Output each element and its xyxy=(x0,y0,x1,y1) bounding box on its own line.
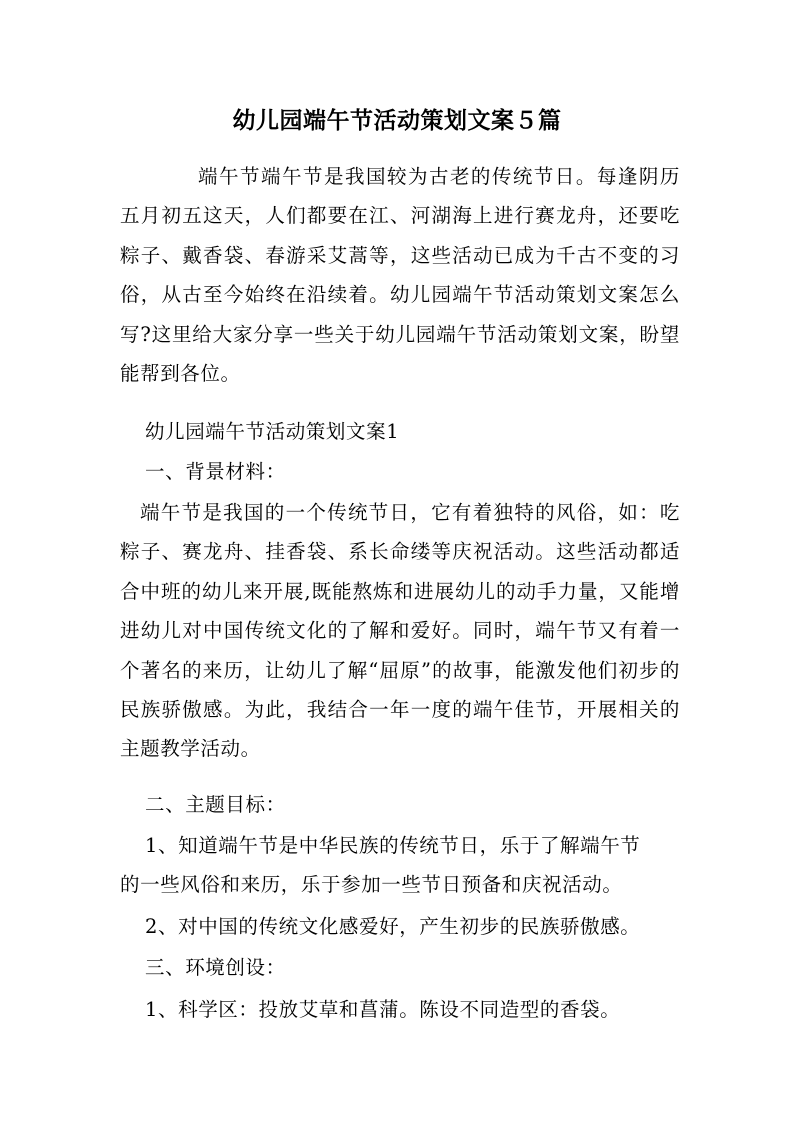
environment-item-1: 1、科学区：投放艾草和菖蒲。陈设不同造型的香袋。 xyxy=(145,998,621,1021)
background-paragraph: 端午节是我国的一个传统节日，它有着独特的风俗，如：吃粽子、赛龙舟、挂香袋、系长命缕等庆祝活动。这些活动都适合中班的幼儿来开展,既能熬炼和进展幼儿的动手力量，又能增进幼儿对中国传统文化的了解和爱好。同时，端午节又有着一个著名的来历，让幼儿了解“屈原”的故事，能激发他们初步的民族骄傲感。为此，我结合一年一度的端午佳节，开展相关的主题教学活动。 xyxy=(120,501,680,761)
document-title: 幼儿园端午节活动策划文案５篇 xyxy=(232,108,562,134)
heading-goals: 二、主题目标： xyxy=(145,793,286,816)
goal-2: 2、对中国的传统文化感爱好，产生初步的民族骄傲感。 xyxy=(145,915,641,938)
goal-1-line-2: 的一些风俗和来历，乐于参加一些节日预备和庆祝活动。 xyxy=(120,873,623,896)
intro-paragraph: 端午节端午节是我国较为古老的传统节日。每逢阴历五月初五这天，人们都要在江、河湖海上进行赛龙舟，还要吃粽子、戴香袋、春游采艾蒿等，这些活动已成为千古不变的习俗，从古至今始终在沿续着。幼儿园端午节活动策划文案怎么写?这里给大家分享一些关于幼儿园端午节活动策划文案，盼望能帮到各位。 xyxy=(120,165,680,386)
section-heading: 幼儿园端午节活动策划文案1 xyxy=(145,420,400,443)
heading-background: 一、背景材料： xyxy=(145,460,286,483)
heading-environment: 三、环境创设： xyxy=(145,956,286,979)
goal-1-line-1: 1、知道端午节是中华民族的传统节日，乐于了解端午节 xyxy=(145,834,641,857)
